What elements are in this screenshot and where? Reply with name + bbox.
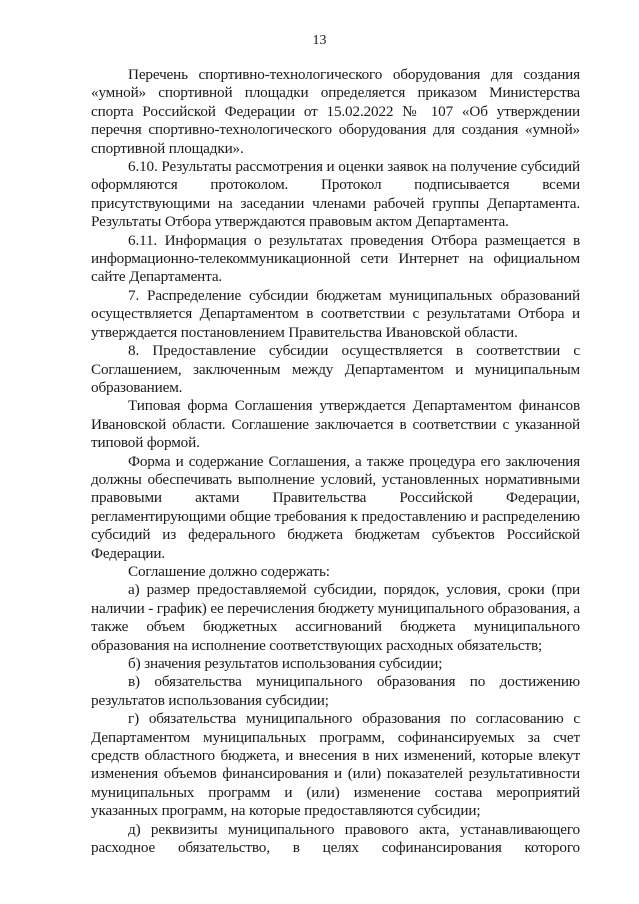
list-item-b: б) значения результатов использования субсидии; bbox=[128, 655, 443, 672]
list-item-v: в) обязательства муниципального образования по достижению результатов использования субсидии; bbox=[91, 673, 580, 709]
paragraph-7: 7. Распределение субсидии бюджетам муниципальных образований осуществляется Департаментом в соответствии с результатами Отбора и утверждается постановлением Правительства Ивановской области. bbox=[91, 286, 580, 341]
list-item-a: а) размер предоставляемой субсидии, порядок, условия, сроки (при наличии - график) ее перечисления бюджету муниципального образования, а также объем бюджетных ассигнований бюджета муниципального образования на исполнение соответствующих расходных обязательств; bbox=[91, 581, 580, 654]
document-body bbox=[91, 66, 580, 857]
list-item-d: д) реквизиты муниципального правового акта, устанавливающего расходное обязательство, в целях софинансирования которого bbox=[91, 820, 580, 857]
paragraph-equipment-list: Перечень спортивно-технологического оборудования для создания «умной» спортивной площадки определяется приказом Министерства спорта Российской Федерации от 15.02.2022 № 107 «Об утверждении перечня спортивно-технологического оборудования для создания «умной» спортивной площадки». bbox=[91, 66, 580, 157]
list-item-g: г) обязательства муниципального образования по согласованию с Департаментом муниципальных программ, софинансируемых за счет средств областного бюджета, и внесения в них изменений, которые влекут изменения объемов финансирования и (или) показателей результативности муниципальных программ и (или) изменение состава мероприятий указанных программ, на которые предоставляются субсидии; bbox=[91, 710, 580, 820]
paragraph-8: 8. Предоставление субсидии осуществляется в соответствии с Соглашением, заключенным между Департаментом и муниципальным образованием. bbox=[91, 342, 580, 396]
paragraph-6-10: 6.10. Результаты рассмотрения и оценки заявок на получение субсидий оформляются протоколом. Протокол подписывается всеми присутствующими на заседании членами рабочей группы Департамента. Результаты Отбора утверждаются правовым актом Департамента. bbox=[91, 158, 580, 231]
page-number: 13 bbox=[312, 33, 327, 48]
paragraph-standard-form: Типовая форма Соглашения утверждается Департаментом финансов Ивановской области. Соглашение заключается в соответствии с указанной типовой формой. bbox=[91, 397, 580, 452]
paragraph-agreement-form: Форма и содержание Соглашения, а также процедура его заключения должны обеспечивать выполнение условий, установленных нормативными правовыми актами Правительства Российской Федерации, регламентирующими общие требования к предоставлению и распределению субсидий из федерального бюджета бюджетам субъектов Российской Федерации. bbox=[91, 452, 580, 562]
paragraph-agreement-contents: Соглашение должно содержать: bbox=[128, 562, 330, 580]
paragraph-6-11: 6.11. Информация о результатах проведения Отбора размещается в информационно-телекоммуникационной сети Интернет на официальном сайте Департамента. bbox=[91, 231, 580, 286]
